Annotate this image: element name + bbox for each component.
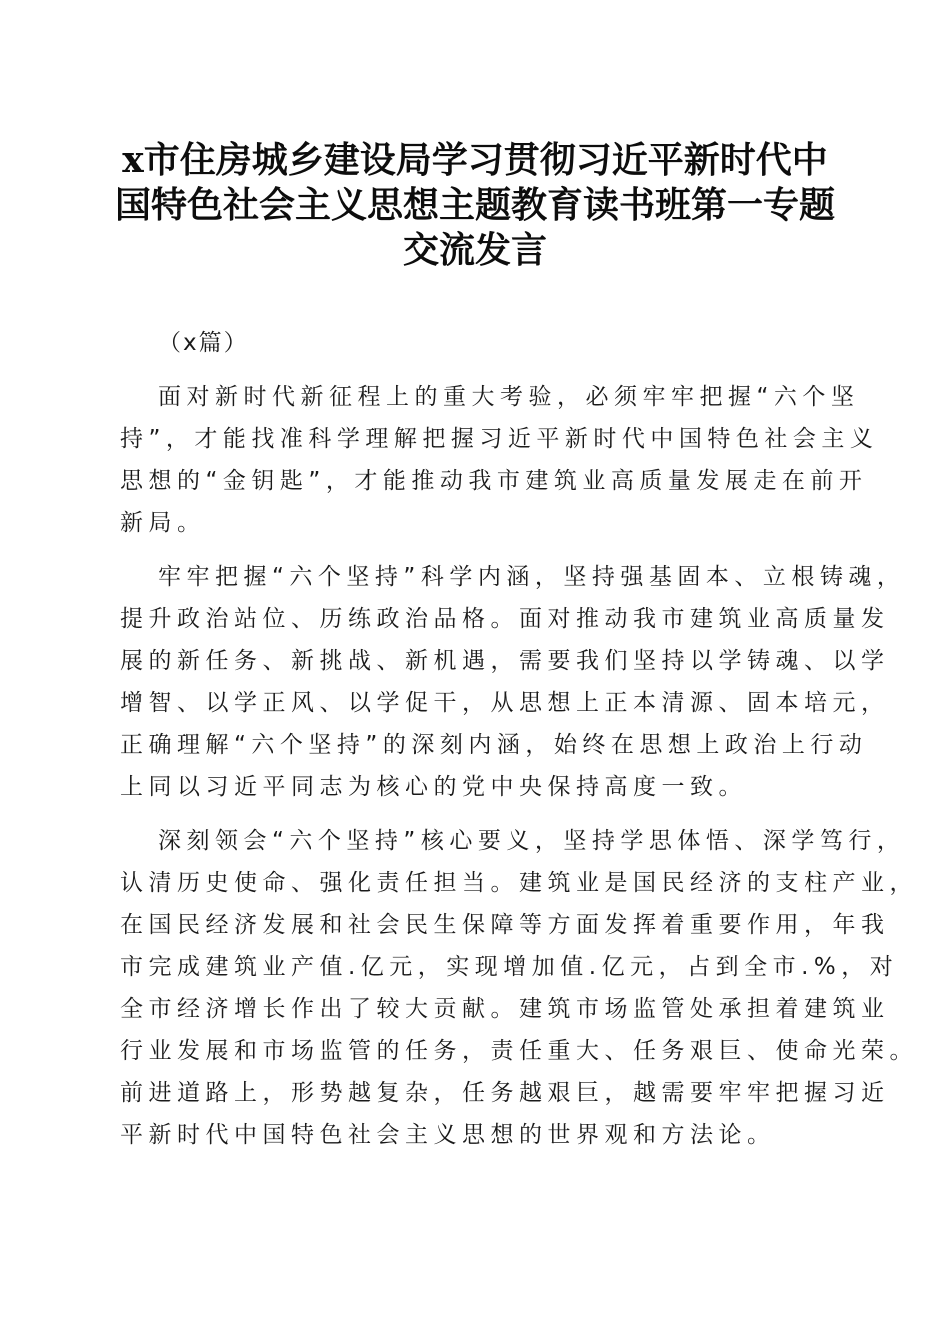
paragraph-line: 牢牢把握“六个坚持”科学内涵，坚持强基固本、立根铸魂，: [158, 564, 906, 590]
paragraph-line: 认清历史使命、强化责任担当。建筑业是国民经济的支柱产业，: [120, 870, 918, 896]
paragraph-line: 全市经济增长作出了较大贡献。建筑市场监管处承担着建筑业: [120, 996, 890, 1022]
title-line-3: 交流发言: [402, 229, 547, 271]
document-title: [110, 138, 840, 273]
document-body: [120, 322, 918, 1156]
paragraph-line: 行业发展和市场监管的任务，责任重大、任务艰巨、使命光荣。: [120, 1038, 918, 1064]
paragraph-line: 在国民经济发展和社会民生保障等方面发挥着重要作用，年我: [120, 912, 890, 938]
paragraph-line: 市完成建筑业产值.亿元，实现增加值.亿元，占到全市.%，对: [120, 954, 899, 980]
document-subtitle: （x篇）: [158, 330, 249, 356]
paragraph-2: [120, 556, 906, 808]
title-line-2: 国特色社会主义思想主题教育读书班第一专题: [114, 184, 835, 226]
paragraph-3: [120, 820, 918, 1156]
paragraph-line: 新局。: [120, 510, 206, 536]
paragraph-line: 持”，才能找准科学理解把握习近平新时代中国特色社会主义: [120, 426, 879, 452]
paragraph-line: 深刻领会“六个坚持”核心要义，坚持学思体悟、深学笃行，: [158, 828, 906, 854]
paragraph-line: 面对新时代新征程上的重大考验，必须牢牢把握“六个坚: [158, 384, 860, 410]
paragraph-line: 平新时代中国特色社会主义思想的世界观和方法论。: [120, 1122, 776, 1148]
paragraph-line: 正确理解“六个坚持”的深刻内涵，始终在思想上政治上行动: [120, 732, 868, 758]
paragraph-line: 提升政治站位、历练政治品格。面对推动我市建筑业高质量发: [120, 606, 890, 632]
paragraph-line: 上同以习近平同志为核心的党中央保持高度一致。: [120, 774, 747, 800]
paragraph-1: [120, 376, 879, 544]
paragraph-line: 思想的“金钥匙”，才能推动我市建筑业高质量发展走在前开: [120, 468, 868, 494]
paragraph-line: 展的新任务、新挑战、新机遇，需要我们坚持以学铸魂、以学: [120, 648, 890, 674]
paragraph-line: 增智、以学正风、以学促干，从思想上正本清源、固本培元，: [120, 690, 890, 716]
title-line-1: x市住房城乡建设局学习贯彻习近平新时代中: [122, 139, 828, 181]
paragraph-line: 前进道路上，形势越复杂，任务越艰巨，越需要牢牢把握习近: [120, 1080, 890, 1106]
